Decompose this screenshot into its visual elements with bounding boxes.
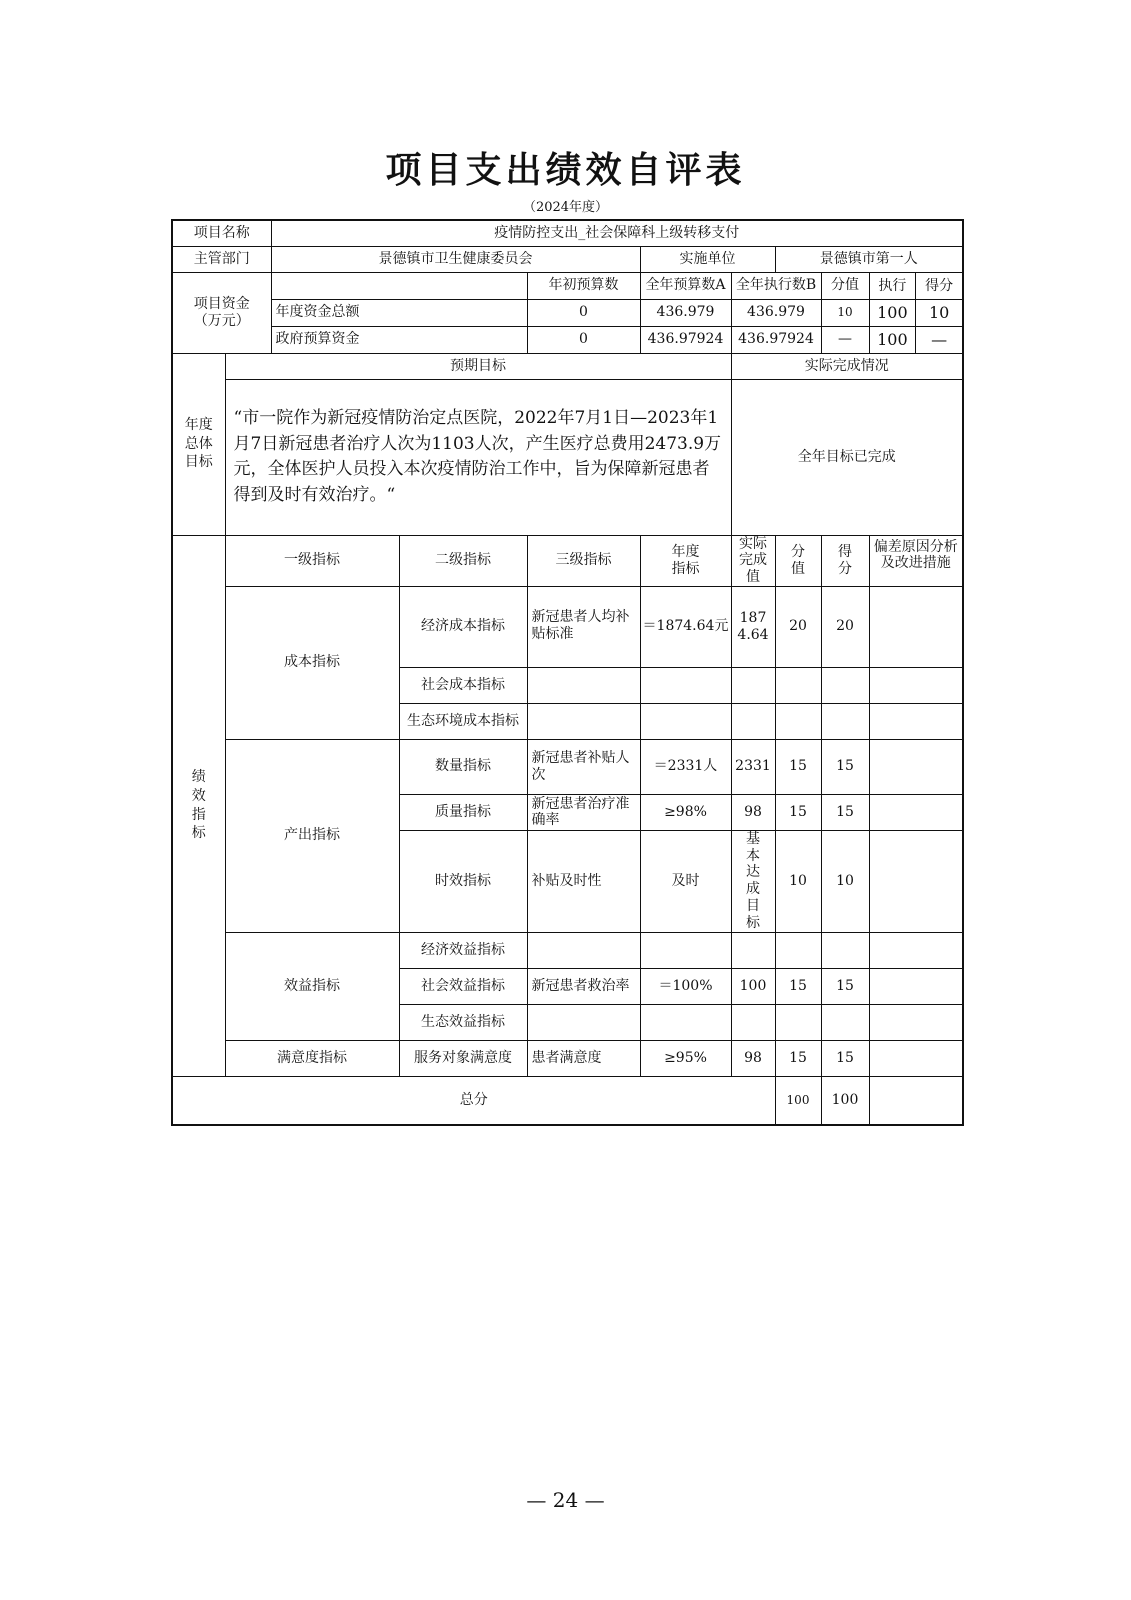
col-initial-budget: 年初预算数 bbox=[527, 272, 640, 299]
expected-goal-text: “市一院作为新冠疫情防治定点医院，2022年7月1日—2023年1月7日新冠患者治疗人次为1103人次，产生医疗总费用2473.9万元，全体医护人员投入本次疫情防治工作中，旨为保障新冠患者得到及时有效治疗。“ bbox=[225, 379, 731, 535]
deviation bbox=[869, 794, 963, 830]
total-value: 100 bbox=[775, 1076, 821, 1125]
group-satisfaction: 满意度指标 bbox=[225, 1040, 399, 1076]
actual-completion-text: 全年目标已完成 bbox=[731, 379, 963, 535]
funds-row-full: 436.97924 bbox=[640, 326, 731, 353]
actual-value: 1874.64 bbox=[731, 586, 775, 667]
annual-target bbox=[640, 932, 731, 968]
total-row bbox=[172, 1076, 963, 1125]
deviation bbox=[869, 703, 963, 739]
annual-target: ＝2331人 bbox=[640, 739, 731, 794]
score-value: 20 bbox=[775, 586, 821, 667]
annual-target bbox=[640, 1004, 731, 1040]
annual-target: 及时 bbox=[640, 830, 731, 932]
col-full-budget: 全年预算数A bbox=[640, 272, 731, 299]
score bbox=[821, 703, 869, 739]
funds-blank-header bbox=[271, 272, 527, 299]
funds-row-rate: 100 bbox=[870, 300, 917, 326]
annual-target: ≥98% bbox=[640, 794, 731, 830]
indicator-row bbox=[172, 739, 963, 794]
deviation bbox=[869, 586, 963, 667]
funds-row-initial: 0 bbox=[527, 326, 640, 353]
group-cost: 成本指标 bbox=[225, 586, 399, 739]
level3: 新冠患者救治率 bbox=[527, 968, 640, 1004]
funds-row-exec: 436.97924 bbox=[731, 326, 821, 353]
funds-row-rate-score bbox=[869, 326, 963, 353]
funds-row-name: 年度资金总额 bbox=[271, 299, 527, 326]
funds-row-score: — bbox=[931, 329, 948, 349]
score-value bbox=[775, 703, 821, 739]
score-value: 15 bbox=[775, 968, 821, 1004]
actual-completion-label: 实际完成情况 bbox=[731, 353, 963, 379]
funds-row bbox=[172, 299, 963, 326]
score-value bbox=[775, 667, 821, 703]
goals-label: 年度 总体 目标 bbox=[172, 353, 225, 535]
level3 bbox=[527, 1004, 640, 1040]
level2: 生态环境成本指标 bbox=[399, 703, 527, 739]
deviation bbox=[869, 739, 963, 794]
unit-value: 景德镇市第一人 bbox=[775, 246, 963, 272]
funds-row-name: 政府预算资金 bbox=[271, 326, 527, 353]
actual-value bbox=[731, 703, 775, 739]
funds-row-rate: 100 bbox=[870, 327, 917, 353]
project-name-value: 疫情防控支出_社会保障科上级转移支付 bbox=[271, 220, 963, 246]
project-name-label: 项目名称 bbox=[172, 220, 271, 246]
indicator-row bbox=[172, 932, 963, 968]
score: 15 bbox=[821, 739, 869, 794]
header-score: 得 分 bbox=[821, 535, 869, 586]
goals-header-row bbox=[172, 353, 963, 379]
level2: 社会成本指标 bbox=[399, 667, 527, 703]
annual-target bbox=[640, 703, 731, 739]
col-score-value: 分值 bbox=[821, 272, 869, 299]
score-value bbox=[775, 1004, 821, 1040]
level2: 经济效益指标 bbox=[399, 932, 527, 968]
annual-target: ＝1874.64元 bbox=[640, 586, 731, 667]
score-value: 10 bbox=[775, 830, 821, 932]
level2: 时效指标 bbox=[399, 830, 527, 932]
total-label: 总分 bbox=[172, 1076, 775, 1125]
actual-value bbox=[731, 1004, 775, 1040]
goals-content-row bbox=[172, 379, 963, 535]
header-deviation: 偏差原因分析及改进措施 bbox=[869, 535, 963, 586]
col-exec-rate: 执行 bbox=[870, 273, 917, 299]
actual-value: 98 bbox=[731, 1040, 775, 1076]
deviation bbox=[869, 667, 963, 703]
header-annual: 年度 指标 bbox=[640, 535, 731, 586]
page-title: 项目支出绩效自评表 bbox=[385, 149, 746, 191]
actual-value: 98 bbox=[731, 794, 775, 830]
actual-value bbox=[731, 667, 775, 703]
header-value: 分 值 bbox=[775, 535, 821, 586]
level3 bbox=[527, 703, 640, 739]
expected-goal-label: 预期目标 bbox=[225, 353, 731, 379]
funds-row-exec: 436.979 bbox=[731, 299, 821, 326]
annual-target: ≥95% bbox=[640, 1040, 731, 1076]
funds-row-score: 10 bbox=[928, 302, 950, 322]
level2: 生态效益指标 bbox=[399, 1004, 527, 1040]
deviation bbox=[869, 830, 963, 932]
page-number: — 24 — bbox=[526, 1488, 605, 1512]
indicator-row bbox=[172, 1040, 963, 1076]
evaluation-table bbox=[171, 219, 964, 1126]
col-exec: 全年执行数B bbox=[731, 272, 821, 299]
deviation bbox=[869, 1040, 963, 1076]
deviation bbox=[869, 968, 963, 1004]
group-output: 产出指标 bbox=[225, 739, 399, 932]
funds-header-row bbox=[172, 272, 963, 299]
funds-row-rate-score bbox=[869, 299, 963, 326]
score: 15 bbox=[821, 1040, 869, 1076]
funds-row-full: 436.979 bbox=[640, 299, 731, 326]
score bbox=[821, 667, 869, 703]
col-rate-score bbox=[869, 272, 963, 299]
dept-value: 景德镇市卫生健康委员会 bbox=[271, 246, 640, 272]
level3: 新冠患者治疗准确率 bbox=[527, 794, 640, 830]
funds-row-value: — bbox=[821, 326, 869, 353]
level2: 经济成本指标 bbox=[399, 586, 527, 667]
score bbox=[821, 932, 869, 968]
score-value: 15 bbox=[775, 1040, 821, 1076]
col-score: 得分 bbox=[925, 277, 954, 294]
score: 10 bbox=[821, 830, 869, 932]
year-subtitle: （2024年度） bbox=[522, 200, 609, 215]
deviation bbox=[869, 932, 963, 968]
actual-value: 2331 bbox=[731, 739, 775, 794]
level2: 数量指标 bbox=[399, 739, 527, 794]
level2: 质量指标 bbox=[399, 794, 527, 830]
score: 15 bbox=[821, 794, 869, 830]
header-level3: 三级指标 bbox=[527, 535, 640, 586]
project-name-row bbox=[172, 220, 963, 246]
level3 bbox=[527, 667, 640, 703]
actual-value: 100 bbox=[731, 968, 775, 1004]
unit-label: 实施单位 bbox=[640, 246, 775, 272]
annual-target bbox=[640, 667, 731, 703]
indicators-section-label: 绩 效 指 标 bbox=[172, 535, 225, 1076]
score bbox=[821, 1004, 869, 1040]
score-value: 15 bbox=[775, 739, 821, 794]
header-actual: 实际 完成值 bbox=[731, 535, 775, 586]
group-benefit: 效益指标 bbox=[225, 932, 399, 1040]
actual-value bbox=[731, 932, 775, 968]
score-value: 15 bbox=[775, 794, 821, 830]
level3: 患者满意度 bbox=[527, 1040, 640, 1076]
funds-row bbox=[172, 326, 963, 353]
dept-label: 主管部门 bbox=[172, 246, 271, 272]
level3 bbox=[527, 932, 640, 968]
funds-row-initial: 0 bbox=[527, 299, 640, 326]
actual-value: 基本达成目标 bbox=[731, 830, 775, 932]
department-row bbox=[172, 246, 963, 272]
level2: 服务对象满意度 bbox=[399, 1040, 527, 1076]
header-level2: 二级指标 bbox=[399, 535, 527, 586]
score: 15 bbox=[821, 968, 869, 1004]
deviation bbox=[869, 1004, 963, 1040]
level2: 社会效益指标 bbox=[399, 968, 527, 1004]
indicators-header-row bbox=[172, 535, 963, 586]
level3: 新冠患者补贴人次 bbox=[527, 739, 640, 794]
funds-row-value: 10 bbox=[821, 299, 869, 326]
score: 20 bbox=[821, 586, 869, 667]
score-value bbox=[775, 932, 821, 968]
indicator-row bbox=[172, 586, 963, 667]
header-level1: 一级指标 bbox=[225, 535, 399, 586]
annual-target: ＝100% bbox=[640, 968, 731, 1004]
total-deviation bbox=[869, 1076, 963, 1125]
level3: 新冠患者人均补贴标准 bbox=[527, 586, 640, 667]
level3: 补贴及时性 bbox=[527, 830, 640, 932]
funds-label: 项目资金 （万元） bbox=[172, 272, 271, 353]
total-score: 100 bbox=[821, 1076, 869, 1125]
